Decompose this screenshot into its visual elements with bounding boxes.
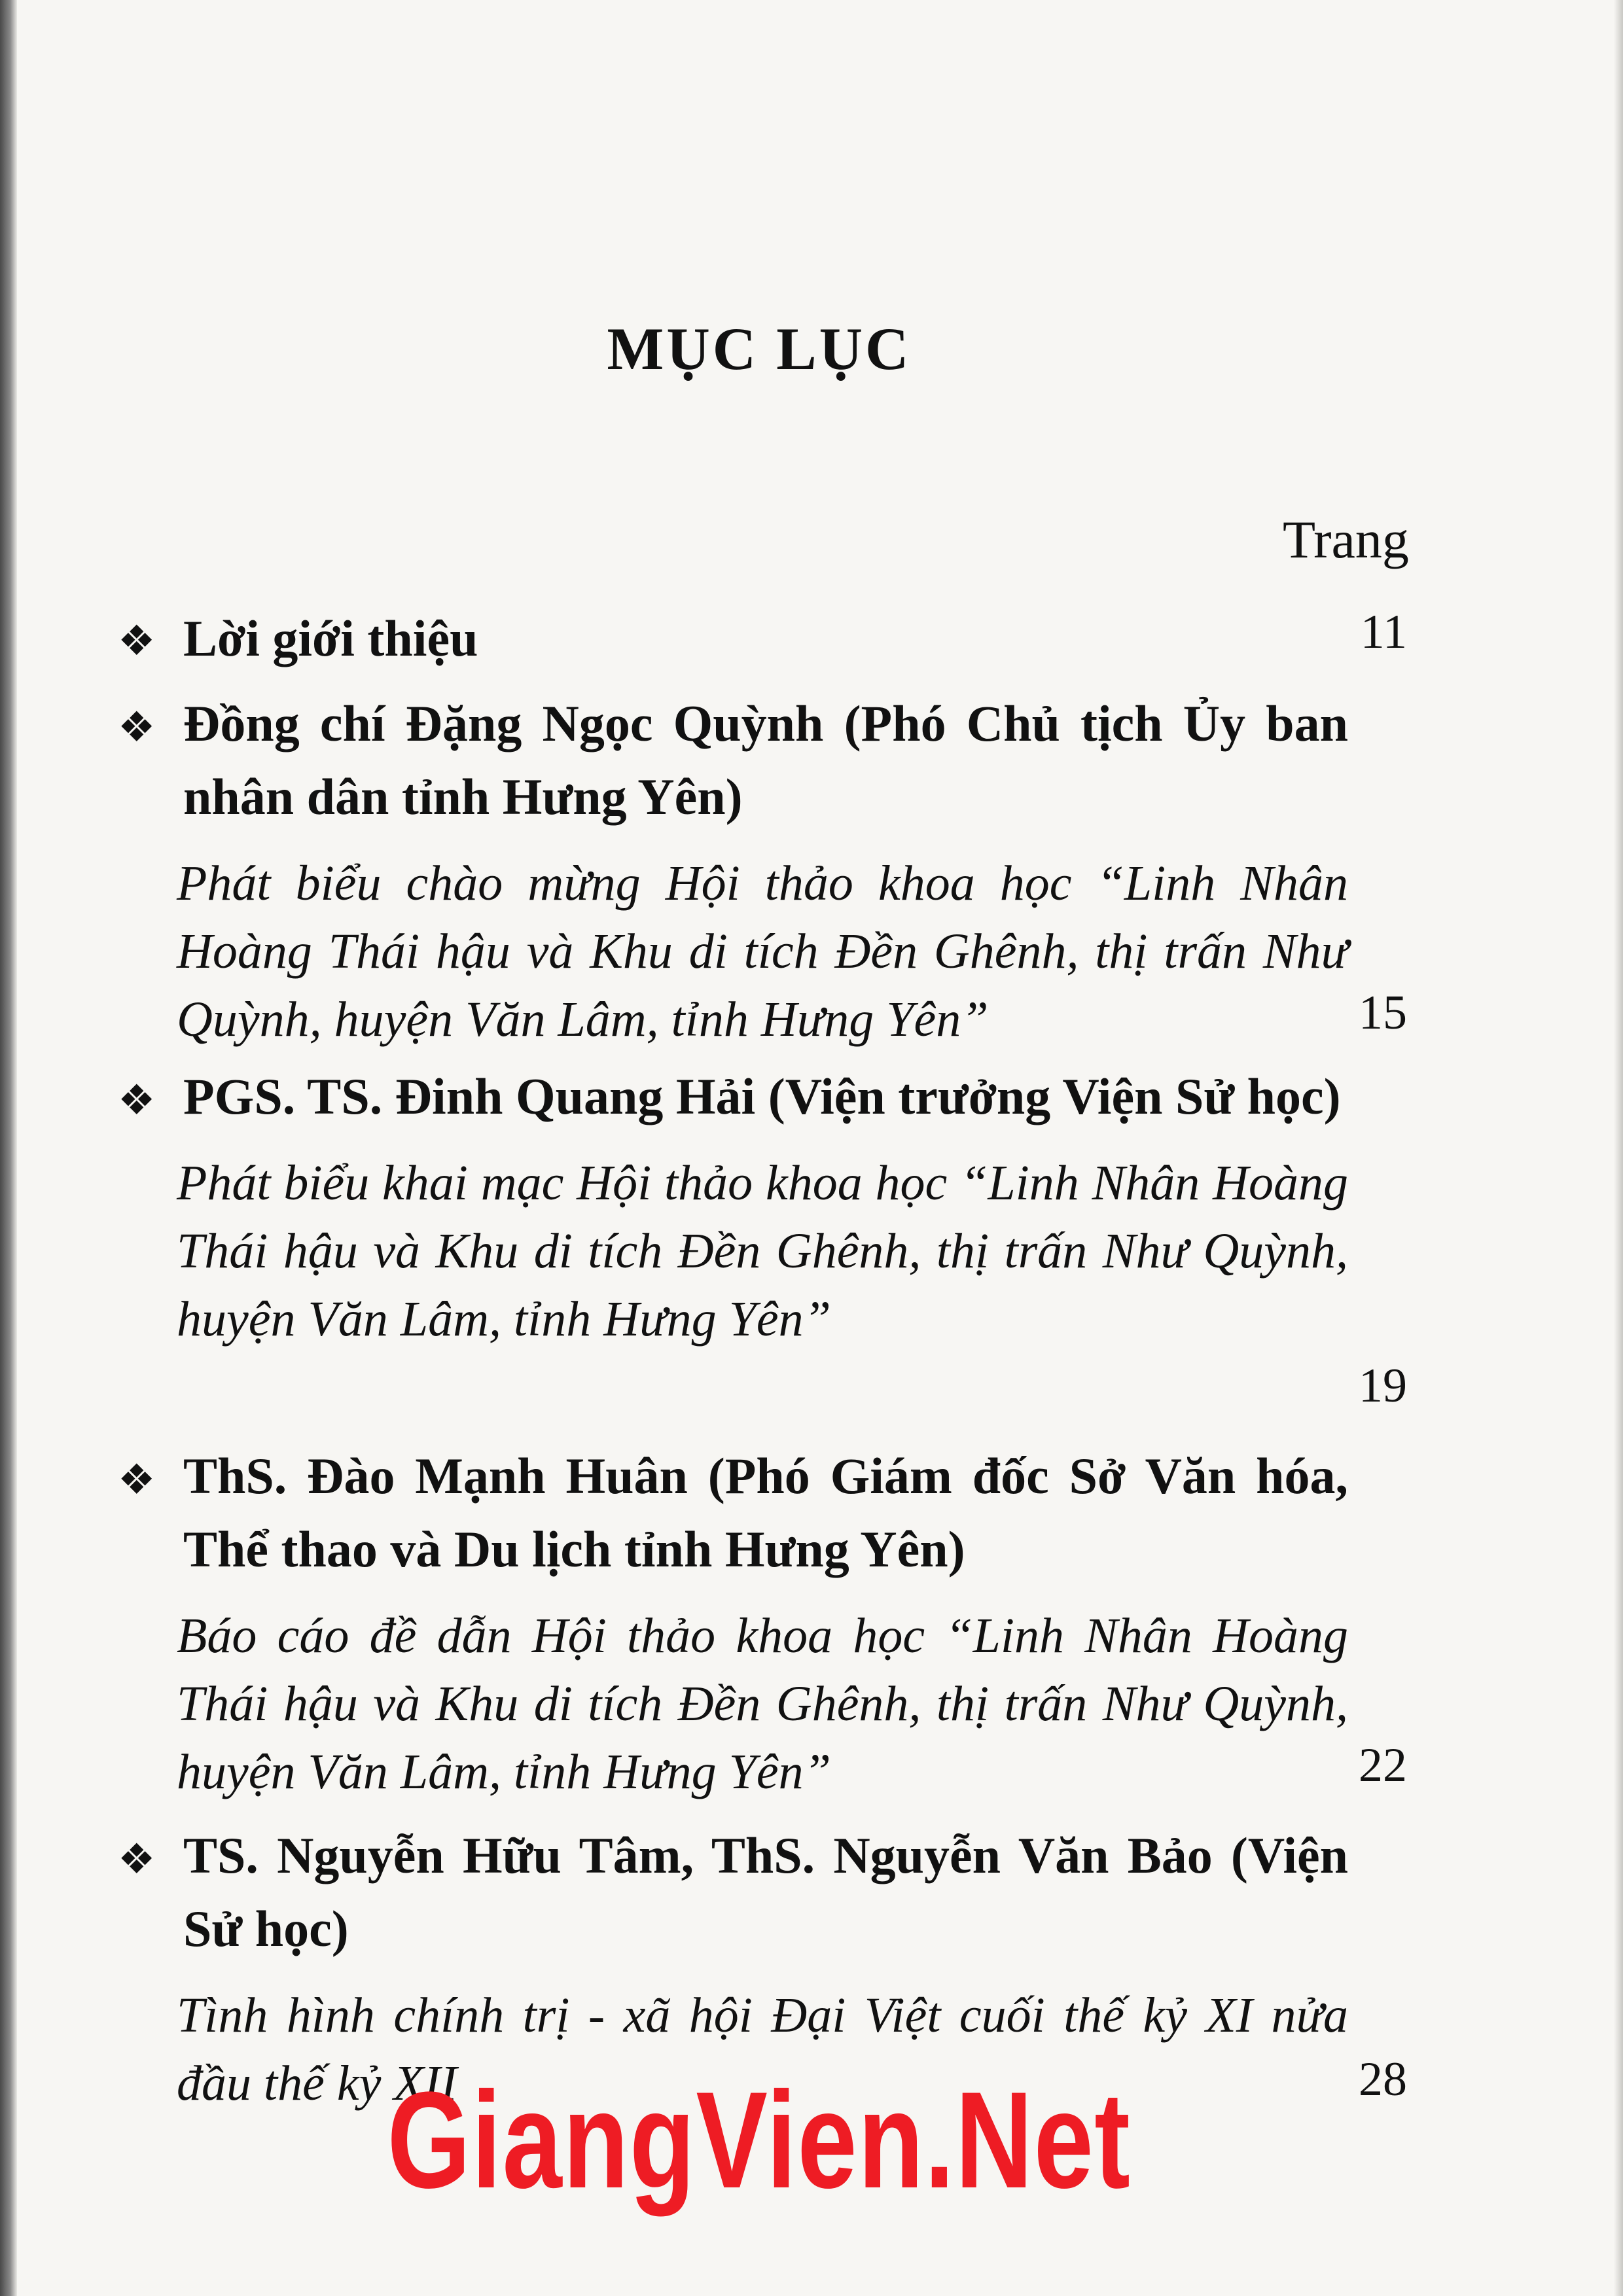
toc-entry-talk-title: Tình hình chính trị - xã hội Đại Việt cuối thế kỷ XI nửa đầu thế kỷ XII bbox=[177, 1988, 1348, 2111]
page-edge-shadow bbox=[1614, 0, 1623, 2296]
watermark-logo: GiangVien.Net bbox=[387, 2063, 1132, 2217]
toc-entry-author: TS. Nguyễn Hữu Tâm, ThS. Nguyễn Văn Bảo (Viện Sử học) bbox=[183, 1827, 1348, 1957]
toc-entry-page: 19 bbox=[1359, 1359, 1407, 1413]
toc-entry[interactable] bbox=[118, 1439, 1505, 1806]
diamond-bullet-icon: ❖ bbox=[118, 618, 156, 664]
toc-entry-author: ThS. Đào Mạnh Huân (Phó Giám đốc Sở Văn hóa, Thể thao và Du lịch tỉnh Hưng Yên) bbox=[183, 1447, 1348, 1578]
diamond-bullet-icon: ❖ bbox=[118, 1457, 156, 1503]
toc-entry-page: 11 bbox=[1360, 605, 1407, 659]
toc-entry-talk-title: Phát biểu khai mạc Hội thảo khoa học “Linh Nhân Hoàng Thái hậu và Khu di tích Đền Ghênh, thị trấn Như Quỳnh, huyện Văn Lâm, tỉnh Hưng Yên” bbox=[177, 1156, 1348, 1347]
diamond-bullet-icon: ❖ bbox=[118, 1077, 156, 1123]
diamond-bullet-icon: ❖ bbox=[118, 1836, 156, 1882]
page-column-label: Trang bbox=[1283, 510, 1409, 569]
toc-entry-talk-title: Báo cáo đề dẫn Hội thảo khoa học “Linh Nhân Hoàng Thái hậu và Khu di tích Đền Ghênh, thị trấn Như Quỳnh, huyện Văn Lâm, tỉnh Hưng Yên” bbox=[177, 1608, 1348, 1799]
toc-entry-author: PGS. TS. Đinh Quang Hải (Viện trưởng Viện Sử học) bbox=[183, 1068, 1341, 1125]
toc-entry[interactable] bbox=[118, 602, 1505, 675]
toc-entry[interactable] bbox=[118, 1060, 1505, 1413]
toc-entry-talk-title: Phát biểu chào mừng Hội thảo khoa học “Linh Nhân Hoàng Thái hậu và Khu di tích Đền Ghênh, thị trấn Như Quỳnh, huyện Văn Lâm, tỉnh Hưng Yên” bbox=[177, 856, 1348, 1047]
toc-entry-page: 15 bbox=[1359, 986, 1407, 1040]
page-title: MỤC LỤC bbox=[607, 315, 912, 382]
toc-entry-author: Đồng chí Đặng Ngọc Quỳnh (Phó Chủ tịch Ủy ban nhân dân tỉnh Hưng Yên) bbox=[183, 695, 1348, 825]
toc-entry-page: 28 bbox=[1359, 2053, 1407, 2106]
diamond-bullet-icon: ❖ bbox=[118, 704, 156, 751]
toc-entry-author: Lời giới thiệu bbox=[183, 610, 478, 667]
toc-entry[interactable] bbox=[118, 687, 1505, 1053]
toc-entry-page: 22 bbox=[1359, 1739, 1407, 1792]
